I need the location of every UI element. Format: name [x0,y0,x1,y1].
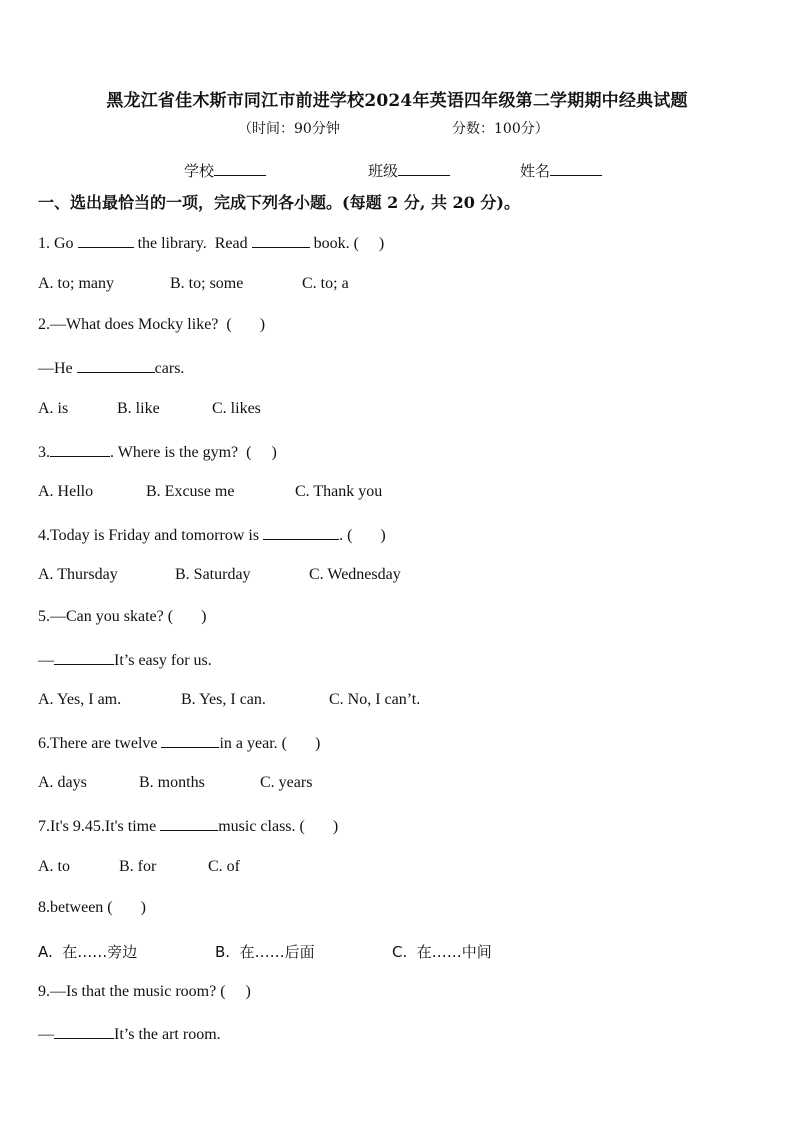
q2-option-b: B. like [117,400,160,417]
q5-option-c: C. No, I can’t. [329,691,421,708]
q6-text-b: in a year. ( ) [219,735,321,752]
q6-option-c: C. years [260,774,313,791]
q2-answer-a: —He [38,360,77,377]
q2-option-c: C. likes [212,400,261,417]
school-field [184,160,266,181]
q8-option-a: A. 在……旁边 [38,943,138,961]
q9-answer-line [38,1024,221,1044]
q1-blank-2 [252,233,310,248]
q6-blank [161,733,219,748]
question-2: 2.—What does Mocky like? ( ) [38,316,266,333]
school-blank [214,161,266,176]
q1-option-c: C. to; a [302,275,349,292]
q2-option-a: A. is [38,400,69,417]
name-blank [550,161,602,176]
q5-answer-b: It’s easy for us. [114,652,212,669]
q5-option-b: B. Yes, I can. [181,691,266,708]
q3-text-b: . Where is the gym? ( ) [110,444,277,461]
q2-answer-line [38,358,184,378]
name-field [520,160,602,181]
q2-answer-b: cars. [154,360,185,377]
q5-answer-line [38,650,212,670]
q4-text-b: . ( ) [339,527,386,544]
q1-text-b: the library. Read [133,235,252,252]
q7-blank [160,816,218,831]
exam-score: 分数：100分） [452,121,549,137]
q3-option-c: C. Thank you [295,483,383,500]
q7-option-c: C. of [208,858,240,875]
q4-text-a: 4.Today is Friday and tomorrow is [38,527,264,544]
q1-text-a: 1. Go [38,235,78,252]
q4-blank [263,525,339,540]
q8-option-b: B. 在……后面 [215,943,315,961]
q4-option-c: C. Wednesday [309,566,401,583]
q1-option-b: B. to; some [170,275,244,292]
name-label: 姓名 [520,162,551,180]
class-label: 班级 [368,162,399,180]
question-6 [38,733,320,753]
q7-text-b: music class. ( ) [218,818,339,835]
q6-text-a: 6.There are twelve [38,735,162,752]
question-5: 5.—Can you skate? ( ) [38,608,207,625]
q5-answer-a: — [38,652,54,669]
class-blank [398,161,450,176]
section-heading: 一、选出最恰当的一项，完成下列各小题。(每题 2 分, 共 20 分)。 [38,193,520,212]
q9-answer-b: It’s the art room. [114,1026,221,1043]
q3-option-b: B. Excuse me [146,483,235,500]
q6-option-b: B. months [139,774,205,791]
q7-option-b: B. for [119,858,157,875]
question-8: 8.between ( ) [38,899,146,916]
exam-time: （时间：90分钟 [238,121,340,137]
q9-blank [54,1024,114,1039]
question-7 [38,816,338,836]
q8-option-c: C. 在……中间 [392,943,492,961]
question-3 [38,442,277,462]
q9-answer-a: — [38,1026,54,1043]
question-4 [38,525,386,545]
q2-blank [77,358,155,373]
q3-text-a: 3. [38,444,50,461]
class-field [368,160,450,181]
q6-option-a: A. days [38,774,87,791]
q5-blank [54,650,114,665]
school-label: 学校 [184,162,215,180]
q7-option-a: A. to [38,858,70,875]
q4-option-b: B. Saturday [175,566,251,583]
question-1 [38,233,384,253]
q3-option-a: A. Hello [38,483,94,500]
q5-option-a: A. Yes, I am. [38,691,122,708]
question-9: 9.—Is that the music room? ( ) [38,983,251,1000]
q1-blank-1 [78,233,134,248]
q1-text-c: book. ( ) [309,235,385,252]
q4-option-a: A. Thursday [38,566,118,583]
exam-title: 黑龙江省佳木斯市同江市前进学校2024年英语四年级第二学期期中经典试题 [106,91,688,111]
q7-text-a: 7.It's 9.45.It's time [38,818,161,835]
q3-blank [50,442,110,457]
q1-option-a: A. to; many [38,275,114,292]
